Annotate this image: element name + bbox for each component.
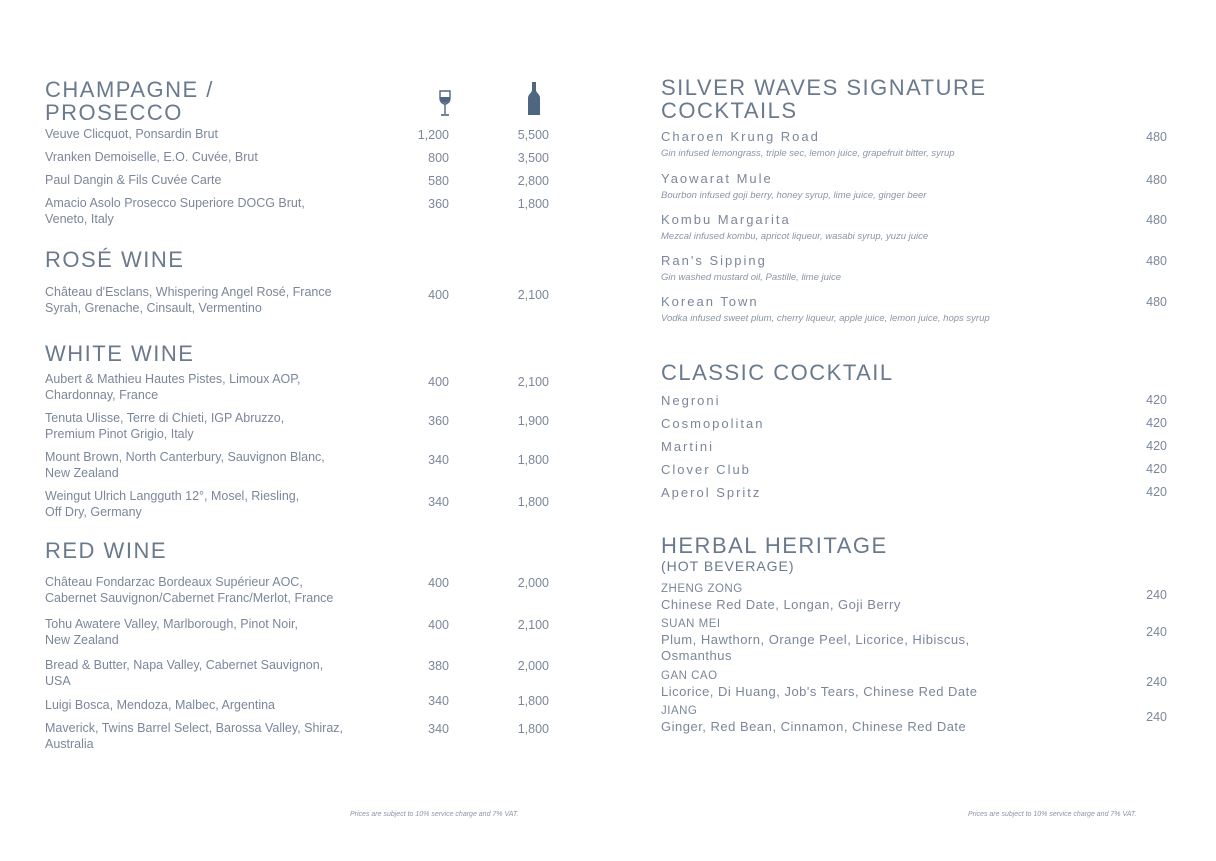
herbal-name: ZHENG ZONG xyxy=(661,583,743,595)
bottle-price: 2,100 xyxy=(517,618,549,632)
service-charge-footnote: Prices are subject to 10% service charge and 7% VAT. xyxy=(350,811,519,818)
bottle-price: 1,900 xyxy=(517,414,549,428)
glass-price: 340 xyxy=(428,495,449,509)
service-charge-footnote: Prices are subject to 10% service charge and 7% VAT. xyxy=(968,811,1137,818)
cocktail-name: Kombu Margarita xyxy=(661,212,791,227)
cocktail-price: 420 xyxy=(1146,439,1167,453)
herbal-description: Chinese Red Date, Longan, Goji Berry xyxy=(661,597,901,612)
white-wine-title: WHITE WINE xyxy=(45,341,195,366)
cocktail-price: 420 xyxy=(1146,416,1167,430)
champagne-title-line2: PROSECCO xyxy=(45,100,183,125)
glass-price: 400 xyxy=(428,618,449,632)
bottle-price: 1,800 xyxy=(517,453,549,467)
cocktail-price: 420 xyxy=(1146,462,1167,476)
herbal-name: GAN CAO xyxy=(661,670,718,682)
wine-name: Tohu Awatere Valley, Marlborough, Pinot Noir, New Zealand xyxy=(45,617,298,647)
glass-price: 580 xyxy=(428,174,449,188)
bottle-price: 1,800 xyxy=(517,694,549,708)
herbal-description: Plum, Hawthorn, Orange Peel, Licorice, Hibiscus, Osmanthus xyxy=(661,632,970,663)
glass-price: 340 xyxy=(428,453,449,467)
cocktail-name: Clover Club xyxy=(661,462,751,477)
cocktail-price: 480 xyxy=(1146,173,1167,187)
champagne-title xyxy=(45,78,214,124)
herbal-price: 240 xyxy=(1146,710,1167,724)
herbal-heritage-title: HERBAL HERITAGE xyxy=(661,533,888,558)
glass-price: 380 xyxy=(428,659,449,673)
cocktail-price: 480 xyxy=(1146,295,1167,309)
bottle-price: 2,000 xyxy=(517,659,549,673)
cocktail-price: 420 xyxy=(1146,393,1167,407)
wine-name: Tenuta Ulisse, Terre di Chieti, IGP Abruzzo, Premium Pinot Grigio, Italy xyxy=(45,411,285,441)
glass-price: 360 xyxy=(428,197,449,211)
herbal-name: JIANG xyxy=(661,705,698,717)
herbal-price: 240 xyxy=(1146,675,1167,689)
wine-name: Mount Brown, North Canterbury, Sauvignon Blanc, New Zealand xyxy=(45,450,325,480)
cocktail-description: Vodka infused sweet plum, cherry liqueur, apple juice, lemon juice, hops syrup xyxy=(661,313,990,324)
bottle-price: 1,800 xyxy=(517,722,549,736)
signature-title-line2: COCKTAILS xyxy=(661,98,798,123)
cocktail-price: 480 xyxy=(1146,254,1167,268)
wine-name: Luigi Bosca, Mendoza, Malbec, Argentina xyxy=(45,698,275,712)
cocktail-price: 480 xyxy=(1146,130,1167,144)
bottle-price: 3,500 xyxy=(517,151,549,165)
bottle-price: 2,000 xyxy=(517,576,549,590)
champagne-title-line1: CHAMPAGNE / xyxy=(45,77,214,102)
bottle-price: 2,800 xyxy=(517,174,549,188)
wine-name: Paul Dangin & Fils Cuvée Carte xyxy=(45,173,222,187)
cocktail-price: 480 xyxy=(1146,213,1167,227)
glass-price: 360 xyxy=(428,414,449,428)
cocktail-name: Negroni xyxy=(661,393,721,408)
glass-price: 400 xyxy=(428,576,449,590)
glass-price: 1,200 xyxy=(417,128,449,142)
glass-price: 340 xyxy=(428,694,449,708)
bottle-price: 2,100 xyxy=(517,375,549,389)
bottle-price: 2,100 xyxy=(517,288,549,302)
cocktail-name: Charoen Krung Road xyxy=(661,129,820,144)
glass-price: 340 xyxy=(428,722,449,736)
cocktail-description: Gin infused lemongrass, triple sec, lemon juice, grapefruit bitter, syrup xyxy=(661,148,955,159)
signature-cocktails-title xyxy=(661,76,987,122)
wine-name: Château Fondarzac Bordeaux Supérieur AOC, Cabernet Sauvignon/Cabernet Franc/Merlot, France xyxy=(45,575,334,605)
cocktail-name: Martini xyxy=(661,439,715,454)
wine-name: Veuve Clicquot, Ponsardin Brut xyxy=(45,127,219,141)
herbal-description: Ginger, Red Bean, Cinnamon, Chinese Red Date xyxy=(661,719,967,734)
wine-name: Bread & Butter, Napa Valley, Cabernet Sauvignon, USA xyxy=(45,658,324,688)
cocktail-name: Yaowarat Mule xyxy=(661,171,773,186)
wine-name: Vranken Demoiselle, E.O. Cuvée, Brut xyxy=(45,150,258,164)
bottle-price: 1,800 xyxy=(517,197,549,211)
wine-name: Amacio Asolo Prosecco Superiore DOCG Brut, Veneto, Italy xyxy=(45,196,305,226)
wine-name: Aubert & Mathieu Hautes Pistes, Limoux AOP, Chardonnay, France xyxy=(45,372,301,402)
glass-price: 400 xyxy=(428,288,449,302)
rose-wine-title: ROSÉ WINE xyxy=(45,247,185,272)
red-wine-title: RED WINE xyxy=(45,538,167,563)
cocktail-name: Cosmopolitan xyxy=(661,416,765,431)
cocktail-name: Korean Town xyxy=(661,294,759,309)
wine-name: Weingut Ulrich Langguth 12°, Mosel, Riesling, Off Dry, Germany xyxy=(45,489,300,519)
glass-price: 400 xyxy=(428,375,449,389)
classic-cocktail-title: CLASSIC COCKTAIL xyxy=(661,360,894,385)
glass-price: 800 xyxy=(428,151,449,165)
signature-title-line1: SILVER WAVES SIGNATURE xyxy=(661,75,987,100)
herbal-price: 240 xyxy=(1146,588,1167,602)
wine-name: Maverick, Twins Barrel Select, Barossa Valley, Shiraz, Australia xyxy=(45,721,344,751)
herbal-heritage-subtitle: (HOT BEVERAGE) xyxy=(661,558,795,574)
herbal-description: Licorice, Di Huang, Job's Tears, Chinese Red Date xyxy=(661,684,978,699)
cocktail-price: 420 xyxy=(1146,485,1167,499)
cocktail-name: Ran's Sipping xyxy=(661,253,767,268)
herbal-name: SUAN MEI xyxy=(661,618,721,630)
bottle-price: 1,800 xyxy=(517,495,549,509)
wine-glass-icon xyxy=(438,90,452,123)
wine-bottle-icon xyxy=(527,82,541,121)
cocktail-description: Gin washed mustard oil, Pastille, lime juice xyxy=(661,272,842,283)
cocktail-name: Aperol Spritz xyxy=(661,485,762,500)
wine-name: Château d'Esclans, Whispering Angel Rosé, France Syrah, Grenache, Cinsault, Vermentino xyxy=(45,285,332,315)
herbal-price: 240 xyxy=(1146,625,1167,639)
cocktail-description: Mezcal infused kombu, apricot liqueur, wasabi syrup, yuzu juice xyxy=(661,231,929,242)
cocktail-description: Bourbon infused goji berry, honey syrup, lime juice, ginger beer xyxy=(661,190,927,201)
bottle-price: 5,500 xyxy=(517,128,549,142)
